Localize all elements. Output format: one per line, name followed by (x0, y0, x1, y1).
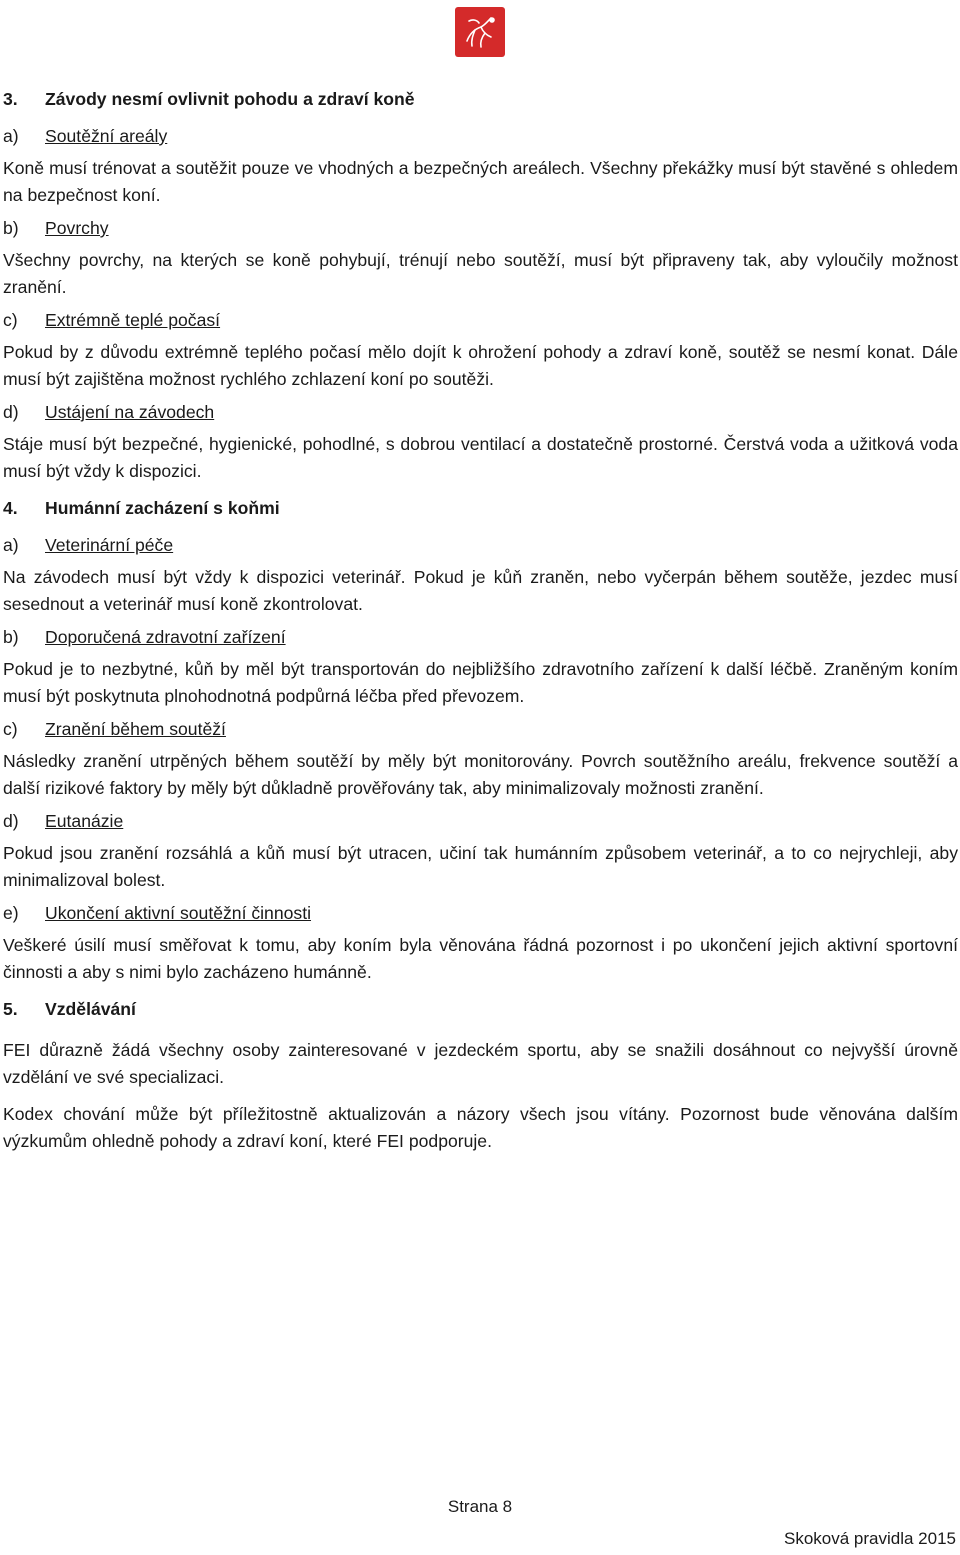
section-number: 5. (3, 999, 18, 1019)
paragraph-4b: Pokud je to nezbytné, kůň by měl být transportován do nejbližšího zdravotního zařízení k další léčbě. Zraněným koním musí být poskytnuta plnohodnotná podpůrná léčba před převozem. (3, 659, 958, 706)
paragraph-4c: Následky zranění utrpěných během soutěží by měly být monitorovány. Povrch soutěžního areálu, frekvence soutěží a další rizikové faktory by měly být důkladně prověřovány tak, aby minimalizovaly možnosti zranění. (3, 751, 958, 798)
subsection-title: Ustájení na závodech (45, 402, 215, 422)
subsection-title: Povrchy (45, 218, 109, 238)
subsection-letter: b) (3, 627, 19, 647)
paragraph-5-1: FEI důrazně žádá všechny osoby zainteresované v jezdeckém sportu, aby se snažili dosáhnout co nejvyšší úrovně vzdělání ve své specializaci. (3, 1040, 958, 1087)
subsection-4b-heading (3, 624, 958, 651)
subsection-3d-heading (3, 399, 958, 426)
paragraph-3d: Stáje musí být bezpečné, hygienické, pohodlné, s dobrou ventilací a dostatečně prostorné. Čerstvá voda a užitková voda musí být vždy k dispozici. (3, 434, 958, 481)
paragraph-3c: Pokud by z důvodu extrémně teplého počasí mělo dojít k ohrožení pohody a zdraví koně, soutěž se nesmí konat. Dále musí být zajištěna možnost rychlého zchlazení koní po soutěži. (3, 342, 958, 389)
subsection-letter: d) (3, 811, 19, 831)
paragraph-5-2: Kodex chování může být příležitostně aktualizován a názory všech jsou vítány. Pozornost bude věnována dalším výzkumům ohledně pohody a zdraví koní, které FEI podporuje. (3, 1104, 958, 1151)
subsection-3a-heading (3, 123, 958, 150)
section-5-heading (3, 996, 958, 1023)
subsection-letter: c) (3, 719, 18, 739)
subsection-title: Eutanázie (45, 811, 124, 831)
document-title-footer: Skoková pravidla 2015 (783, 1529, 956, 1548)
subsection-title: Ukončení aktivní soutěžní činnosti (45, 903, 312, 923)
section-number: 4. (3, 498, 18, 518)
paragraph-3a: Koně musí trénovat a soutěžit pouze ve vhodných a bezpečných areálech. Všechny překážky musí být stavěné s ohledem na bezpečnost koní. (3, 158, 958, 205)
subsection-4a-heading (3, 532, 958, 559)
subsection-letter: b) (3, 218, 19, 238)
subsection-letter: d) (3, 402, 19, 422)
subsection-letter: c) (3, 310, 18, 330)
subsection-title: Zranění během soutěží (45, 719, 226, 739)
section-title: Humánní zacházení s koňmi (45, 498, 280, 518)
subsection-title: Soutěžní areály (45, 126, 168, 146)
section-4-heading (3, 495, 958, 522)
subsection-3c-heading (3, 307, 958, 334)
section-title: Závody nesmí ovlivnit pohodu a zdraví koně (45, 89, 415, 109)
paragraph-4a: Na závodech musí být vždy k dispozici veterinář. Pokud je kůň zraněn, nebo vyčerpán během soutěže, jezdec musí sesednout a veterinář musí koně zkontrolovat. (3, 567, 958, 614)
subsection-letter: a) (3, 535, 19, 555)
subsection-title: Extrémně teplé počasí (45, 310, 221, 330)
section-number: 3. (3, 89, 18, 109)
document-body (3, 86, 958, 1161)
paragraph-3b: Všechny povrchy, na kterých se koně pohybují, trénují nebo soutěží, musí být připraveny tak, aby vyloučily možnost zranění. (3, 250, 958, 297)
subsection-letter: a) (3, 126, 19, 146)
subsection-4e-heading (3, 900, 958, 927)
fei-horse-logo-icon (455, 7, 505, 57)
subsection-4c-heading (3, 716, 958, 743)
section-3-heading (3, 86, 958, 113)
paragraph-4e: Veškeré úsilí musí směřovat k tomu, aby koním byla věnována řádná pozornost i po ukončení jejich aktivní sportovní činnosti a aby s nimi bylo zacházeno humánně. (3, 935, 958, 982)
subsection-title: Veterinární péče (45, 535, 174, 555)
page-number: Strana 8 (447, 1497, 513, 1516)
subsection-letter: e) (3, 903, 19, 923)
paragraph-4d: Pokud jsou zranění rozsáhlá a kůň musí být utracen, učiní tak humánním způsobem veterinář, a to co nejrychleji, aby minimalizoval bolest. (3, 843, 958, 890)
subsection-title: Doporučená zdravotní zařízení (45, 627, 286, 647)
subsection-3b-heading (3, 215, 958, 242)
subsection-4d-heading (3, 808, 958, 835)
section-title: Vzdělávání (45, 999, 136, 1019)
